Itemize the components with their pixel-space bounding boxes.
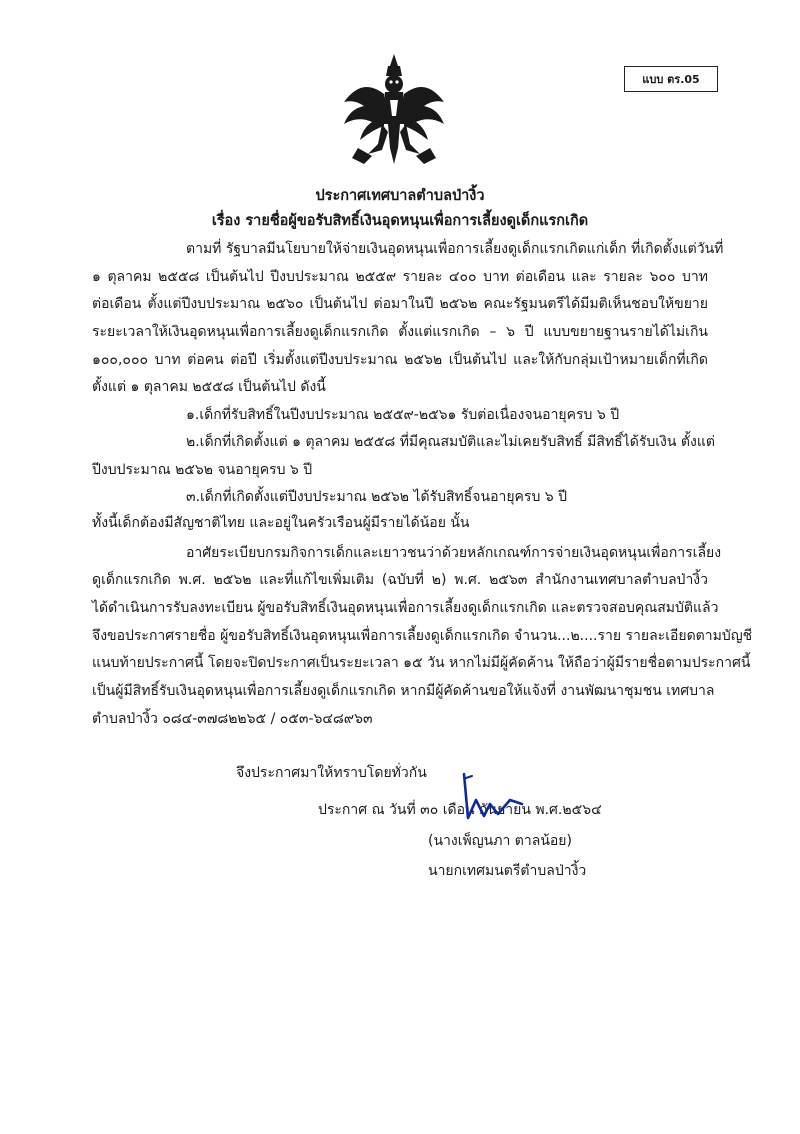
paragraph-1-line: ตามที่ รัฐบาลมีนโยบายให้จ่ายเงินอุดหนุนเพื่อการเลี้ยงดูเด็กแรกเกิดแก่เด็ก ที่เกิดตั้งแต่วันที่ [186, 241, 724, 257]
paragraph-1-line: ๑ ตุลาคม ๒๕๕๘ เป็นต้นไป ปีงบประมาณ ๒๕๕๙ รายละ ๔๐๐ บาท ต่อเดือน และ รายละ ๖๐๐ บาท [92, 269, 708, 285]
form-code-box: แบบ ตร.05 [624, 66, 718, 92]
paragraph-2-line: ได้ดำเนินการรับลงทะเบียน ผู้ขอรับสิทธิ์เงินอุดหนุนเพื่อการเลี้ยงดูเด็กแรกเกิด และตรวจสอบคุณสมบัติแล้ว [92, 600, 719, 616]
paragraph-1-line: ระยะเวลาให้เงินอุดหนุนเพื่อการเลี้ยงดูเด็กแรกเกิด ตั้งแต่แรกเกิด – ๖ ปี แบบขยายฐานรายได้ไม่เกิน [92, 324, 708, 340]
handwritten-signature [458, 770, 528, 828]
paragraph-2-line: ดูเด็กแรกเกิด พ.ศ. ๒๕๖๒ และที่แก้ไขเพิ่มเติม (ฉบับที่ ๒) พ.ศ. ๒๕๖๓ สำนักงานเทศบาลตำบลป่างิ้ว [92, 572, 708, 588]
list-item-2-continued: ปีงบประมาณ ๒๕๖๒ จนอายุครบ ๖ ปี [92, 462, 313, 478]
closing-statement: จึงประกาศมาให้ทราบโดยทั่วกัน [236, 765, 427, 781]
list-item-3: ๓.เด็กที่เกิดตั้งแต่ปีงบประมาณ ๒๕๖๒ ได้รับสิทธิ์จนอายุครบ ๖ ปี [186, 489, 568, 505]
eligibility-condition: ทั้งนี้เด็กต้องมีสัญชาติไทย และอยู่ในครัวเรือนผู้มีรายได้น้อย นั้น [92, 515, 470, 531]
paragraph-2-line: อาศัยระเบียบกรมกิจการเด็กและเยาวชนว่าด้วยหลักเกณฑ์การจ่ายเงินอุดหนุนเพื่อการเลี้ยง [186, 545, 722, 561]
paragraph-2-line: จึงขอประกาศรายชื่อ ผู้ขอรับสิทธิ์เงินอุดหนุนเพื่อการเลี้ยงดูเด็กแรกเกิด จำนวน...๒....ราย รายละเอียดตามบัญชี [92, 628, 753, 644]
signatory-name: (นางเพ็ญนภา ตาลน้อย) [428, 833, 572, 849]
paragraph-1-line: ต่อเดือน ตั้งแต่ปีงบประมาณ ๒๕๖๐ เป็นต้นไป ต่อมาในปี ๒๕๖๒ คณะรัฐมนตรีได้มีมติเห็นชอบให้ขยาย [92, 296, 708, 312]
announcement-subject: เรื่อง รายชื่อผู้ขอรับสิทธิ์เงินอุดหนุนเพื่อการเลี้ยงดูเด็กแรกเกิด [211, 213, 589, 229]
list-item-1: ๑.เด็กที่รับสิทธิ์ในปีงบประมาณ ๒๕๕๙-๒๕๖๑ รับต่อเนื่องจนอายุครบ ๖ ปี [186, 407, 620, 423]
announcement-title: ประกาศเทศบาลตำบลป่างิ้ว [315, 188, 485, 204]
paragraph-1-line: ตั้งแต่ ๑ ตุลาคม ๒๕๕๘ เป็นต้นไป ดังนี้ [92, 379, 326, 395]
signatory-position: นายกเทศมนตรีตำบลป่างิ้ว [428, 863, 587, 879]
paragraph-1-line: ๑๐๐,๐๐๐ บาท ต่อคน ต่อปี เริ่มตั้งแต่ปีงบประมาณ ๒๕๖๒ เป็นต้นไป และให้กับกลุ่มเป้าหมายเด็กที่เกิด [92, 352, 708, 368]
paragraph-2-line: ตำบลป่างิ้ว ๐๘๔-๓๗๘๒๒๖๕ / ๐๕๓-๖๔๘๙๖๓ [92, 711, 373, 727]
garuda-emblem [338, 52, 450, 170]
announcement-date: ประกาศ ณ วันที่ ๓๐ เดือน กันยายน พ.ศ.๒๕๖๔ [318, 802, 602, 818]
paragraph-2-line: แนบท้ายประกาศนี้ โดยจะปิดประกาศเป็นระยะเวลา ๑๕ วัน หากไม่มีผู้คัดค้าน ให้ถือว่าผู้มีรายชื่อตามประกาศนี้ [92, 655, 751, 671]
paragraph-2-line: เป็นผู้มีสิทธิ์รับเงินอุดหนุนเพื่อการเลี้ยงดูเด็กแรกเกิด หากมีผู้คัดค้านขอให้แจ้งที่ งานพัฒนาชุมชน เทศบาล [92, 683, 715, 699]
list-item-2: ๒.เด็กที่เกิดตั้งแต่ ๑ ตุลาคม ๒๕๕๘ ที่มีคุณสมบัติและไม่เคยรับสิทธิ์ มีสิทธิ์ได้รับเงิน ตั้งแต่ [186, 434, 715, 450]
